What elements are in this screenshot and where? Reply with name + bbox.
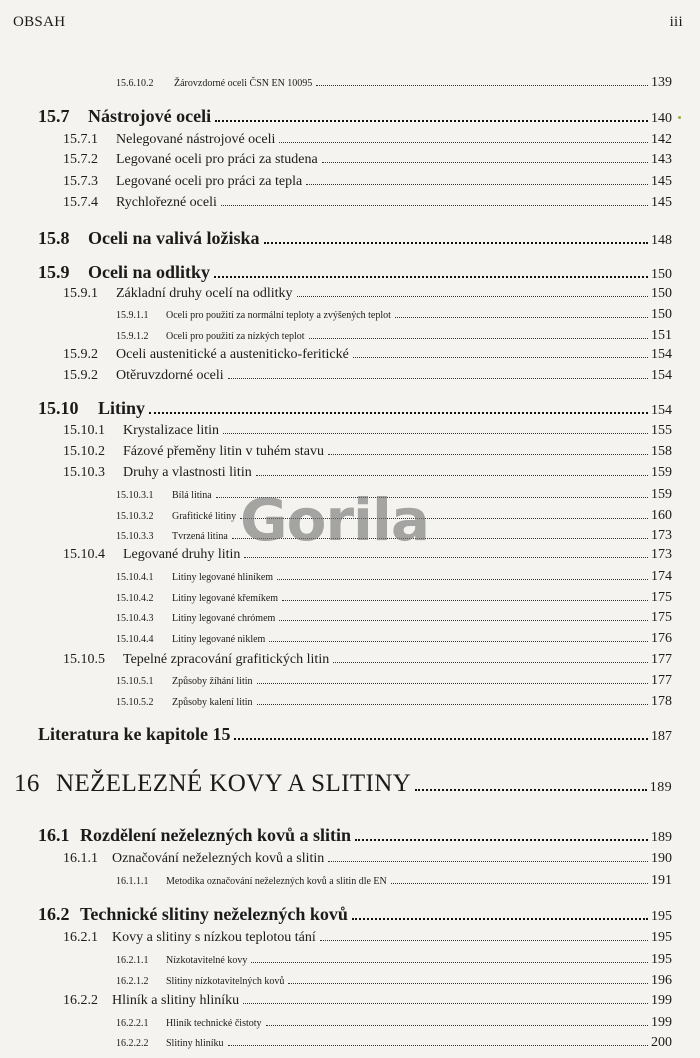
toc-entry-page: 148 [651, 233, 672, 248]
toc-entry-page: 189 [649, 780, 672, 795]
dot-leader [288, 980, 648, 985]
toc-entry-number: 15.10.3.1 [116, 490, 154, 501]
toc-entry[interactable] [63, 368, 672, 384]
toc-entry-title: Nelegované nástrojové oceli [116, 132, 276, 147]
toc-entry-page: 139 [651, 75, 672, 90]
toc-entry-page: 187 [651, 729, 672, 744]
toc-entry-title: Legované oceli pro práci za studena [116, 152, 318, 167]
toc-entry-page: 145 [651, 174, 672, 189]
toc-entry[interactable] [116, 569, 672, 585]
toc-entry-title: Grafitické litiny [172, 511, 237, 522]
toc-entry-number: 16.1.1.1 [116, 876, 149, 887]
toc-entry-title: Technické slitiny neželezných kovů [80, 904, 348, 924]
toc-entry-number: 16.1 [38, 825, 70, 845]
toc-entry-number: 15.7.2 [63, 152, 98, 167]
toc-entry-page: 191 [651, 873, 672, 888]
toc-entry-page: 175 [651, 590, 672, 605]
dot-leader [306, 179, 648, 185]
toc-entry-page: 155 [651, 423, 672, 438]
toc-entry-page: 178 [651, 694, 672, 709]
toc-entry[interactable] [116, 673, 672, 689]
dot-leader [395, 314, 648, 319]
toc-entry[interactable] [63, 465, 672, 481]
toc-entry[interactable] [116, 952, 672, 968]
toc-entry-literature[interactable] [38, 724, 672, 745]
toc-entry[interactable] [116, 590, 672, 606]
toc-entry-number: 15.6.10.2 [116, 78, 154, 89]
toc-entry[interactable] [63, 174, 672, 190]
toc-entry-page: 159 [651, 465, 672, 480]
toc-entry-title: Nízkotavitelné kovy [166, 955, 248, 966]
toc-entry-page: 154 [651, 368, 672, 383]
toc-entry-number: 15.10.4 [63, 547, 105, 562]
toc-entry-number: 16.2.2.2 [116, 1038, 149, 1049]
dot-leader [415, 780, 647, 791]
toc-entry-title: Litiny legované hliníkem [172, 572, 274, 583]
toc-entry-number: 15.10.3.3 [116, 531, 154, 542]
dot-leader [264, 236, 648, 244]
toc-entry-number: 16.2.1.2 [116, 976, 149, 987]
toc-entry-page: 199 [651, 993, 672, 1008]
toc-entry-title: Oceli na valivá ložiska [88, 228, 260, 248]
dot-leader [391, 880, 648, 885]
toc-entry-section[interactable] [38, 106, 672, 127]
toc-entry-page: 154 [651, 347, 672, 362]
toc-entry-title: Krystalizace litin [123, 423, 220, 438]
toc-entry-number: 16 [14, 770, 40, 797]
toc-entry-number: 15.10.3.2 [116, 511, 154, 522]
toc-entry-chapter[interactable] [14, 770, 672, 798]
toc-entry-section[interactable] [38, 904, 672, 925]
toc-entry-section[interactable] [38, 398, 672, 419]
dot-leader [244, 552, 648, 558]
dot-leader [328, 449, 648, 455]
toc-entry-title: Rozdělení neželezných kovů a slitin [80, 825, 351, 845]
toc-entry-page: 195 [651, 952, 672, 967]
toc-entry-title: Základní druhy ocelí na odlitky [116, 286, 293, 301]
toc-entry-title: Oceli austenitické a austeniticko-feritické [116, 347, 349, 362]
toc-entry-number: 15.10.2 [63, 444, 105, 459]
toc-entry-title: Tepelné zpracování grafitických litin [123, 652, 330, 667]
dot-leader [328, 856, 648, 862]
dot-leader [279, 137, 648, 143]
dot-leader [221, 200, 648, 206]
toc-entry-page: 200 [651, 1035, 672, 1050]
toc-entry-title: Slitiny hliníku [166, 1038, 224, 1049]
toc-entry-number: 15.10.4.4 [116, 634, 154, 645]
toc-entry-page: 140 [651, 111, 672, 126]
toc-entry[interactable] [116, 973, 672, 989]
dot-leader [320, 935, 648, 941]
toc-entry[interactable] [63, 547, 672, 563]
toc-entry[interactable] [116, 873, 672, 889]
dot-leader [269, 638, 648, 643]
toc-entry-number: 16.1.1 [63, 851, 98, 866]
toc-entry[interactable] [116, 328, 672, 344]
toc-entry-page: 189 [651, 830, 672, 845]
toc-entry[interactable] [116, 528, 672, 544]
toc-entry[interactable] [63, 993, 672, 1009]
dot-leader [322, 157, 648, 163]
toc-entry-page: 142 [651, 132, 672, 147]
toc-entry-page: 174 [651, 569, 672, 584]
toc-entry-number: 16.2 [38, 904, 70, 924]
toc-entry-title: Bílá litina [172, 490, 212, 501]
toc-entry-title: Oceli na odlitky [88, 262, 211, 282]
toc-entry-number: 16.2.1 [63, 930, 98, 945]
toc-entry-title: Metodika označování neželezných kovů a slitin dle EN [166, 876, 387, 887]
dot-leader [228, 373, 648, 379]
toc-entry-title: Hliník a slitiny hliníku [112, 993, 240, 1008]
toc-entry[interactable] [116, 487, 672, 503]
toc-entry-title: Legované druhy litin [123, 547, 241, 562]
dot-leader [228, 1042, 648, 1047]
toc-entry[interactable] [116, 1015, 672, 1031]
toc-entry-number: 15.8 [38, 228, 70, 248]
toc-entry-number: 16.2.2.1 [116, 1018, 149, 1029]
dot-leader [353, 352, 648, 358]
toc-entry-title: Litiny legované niklem [172, 634, 266, 645]
toc-entry[interactable] [116, 610, 672, 626]
dot-leader [352, 912, 648, 920]
toc-entry[interactable] [116, 75, 672, 91]
dot-leader [251, 959, 648, 964]
dot-leader [279, 617, 648, 622]
toc-entry-number: 15.10.5.1 [116, 676, 154, 687]
toc-entry[interactable] [116, 508, 672, 524]
toc-entry-number: 15.7.3 [63, 174, 98, 189]
dot-leader [256, 470, 648, 476]
toc-entry-number: 15.9.1 [63, 286, 98, 301]
toc-entry-title: Kovy a slitiny s nízkou teplotou tání [112, 930, 316, 945]
dot-leader [333, 657, 648, 663]
toc-entry-title: Tvrzená litina [172, 531, 228, 542]
toc-entry-number: 16.2.2 [63, 993, 98, 1008]
toc-entry-title: Legované oceli pro práci za tepla [116, 174, 303, 189]
header-page-number: iii [669, 14, 683, 30]
toc-entry-number: 15.10.5.2 [116, 697, 154, 708]
toc-entry-page: 159 [651, 487, 672, 502]
toc-entry[interactable] [63, 930, 672, 946]
toc-entry-page: 150 [651, 286, 672, 301]
header-title: OBSAH [13, 14, 66, 30]
toc-entry-page: 196 [651, 973, 672, 988]
dot-leader [266, 1022, 648, 1027]
toc-entry-page: 145 [651, 195, 672, 210]
dot-leader [355, 833, 648, 841]
dot-leader [240, 515, 648, 520]
toc-entry[interactable] [63, 652, 672, 668]
toc-entry-page: 143 [651, 152, 672, 167]
dot-leader [257, 701, 648, 706]
toc-entry-title: Žárovzdorné oceli ČSN EN 10095 [174, 78, 313, 89]
toc-entry-number: 15.10.4.3 [116, 613, 154, 624]
toc-entry-number: 15.7 [38, 106, 70, 126]
dot-leader [282, 597, 648, 602]
toc-entry-section[interactable] [38, 262, 672, 283]
toc-entry-page: 176 [651, 631, 672, 646]
toc-entry-number: 15.9 [38, 262, 70, 282]
toc-entry-title: Oceli pro použití za normální teploty a zvýšených teplot [166, 310, 391, 321]
dot-leader [214, 270, 648, 278]
toc-entry-title: Druhy a vlastnosti litin [123, 465, 252, 480]
toc-entry-number: 15.7.4 [63, 195, 98, 210]
toc-entry-page: 151 [651, 328, 672, 343]
toc-entry[interactable] [63, 423, 672, 439]
toc-entry-page: 154 [651, 403, 672, 418]
toc-entry-page: 150 [651, 267, 672, 282]
toc-entry-page: 190 [651, 851, 672, 866]
toc-entry[interactable] [116, 307, 672, 323]
toc-entry[interactable] [63, 195, 672, 211]
toc-entry-number: 15.7.1 [63, 132, 98, 147]
toc-entry-number: 15.10.3 [63, 465, 105, 480]
toc-entry-page: 175 [651, 610, 672, 625]
toc-entry-number: 15.9.1.2 [116, 331, 149, 342]
dot-leader [277, 576, 648, 581]
toc-entry-number: 15.10.5 [63, 652, 105, 667]
toc-entry-title: Označování neželezných kovů a slitin [112, 851, 325, 866]
dot-leader [257, 680, 648, 685]
toc-entry-number: 15.9.2 [63, 347, 98, 362]
toc-entry-number: 15.10 [38, 398, 79, 418]
toc-entry-number: 15.10.4.1 [116, 572, 154, 583]
toc-entry[interactable] [63, 347, 672, 363]
dot-leader [216, 494, 648, 499]
toc-entry-page: 173 [651, 528, 672, 543]
toc-entry-title: Způsoby kalení litin [172, 697, 253, 708]
toc-entry-page: 177 [651, 652, 672, 667]
toc-entry[interactable] [63, 132, 672, 148]
toc-entry[interactable] [116, 631, 672, 647]
toc-entry[interactable] [63, 444, 672, 460]
toc-entry[interactable] [116, 694, 672, 710]
toc-entry-page: 177 [651, 673, 672, 688]
dot-leader [215, 114, 648, 122]
watermark-logo: Gorila [240, 486, 429, 554]
toc-entry-section[interactable] [38, 228, 672, 249]
toc-entry-title: Litiny legované chrómem [172, 613, 276, 624]
dot-leader [297, 291, 648, 297]
toc-entry-number: 15.10.1 [63, 423, 105, 438]
toc-entry-page: 150 [651, 307, 672, 322]
toc-entry-title: Literatura ke kapitole 15 [38, 724, 231, 744]
toc-entry-section[interactable] [38, 825, 672, 846]
toc-entry-title: Fázové přeměny litin v tuhém stavu [123, 444, 325, 459]
toc-entry-title: Nástrojové oceli [88, 106, 212, 126]
toc-entry-title: Otěruvzdorné oceli [116, 368, 224, 383]
toc-entry-title: NEŽELEZNÉ KOVY A SLITINY [56, 770, 412, 797]
toc-entry[interactable] [63, 851, 672, 867]
toc-entry-title: Litiny legované křemíkem [172, 593, 279, 604]
dot-leader [234, 732, 648, 740]
dot-leader [232, 535, 648, 540]
toc-entry-page: 199 [651, 1015, 672, 1030]
toc-entry-title: Litiny [98, 398, 146, 418]
dot-leader [316, 82, 648, 87]
toc-entry-number: 15.9.2 [63, 368, 98, 383]
toc-entry-page: 158 [651, 444, 672, 459]
dot-leader [223, 428, 648, 434]
toc-entry-page: 195 [651, 930, 672, 945]
toc-entry-page: 160 [651, 508, 672, 523]
toc-entry-title: Způsoby žíhání litin [172, 676, 253, 687]
toc-entry-page: 173 [651, 547, 672, 562]
toc-entry-title: Oceli pro použití za nízkých teplot [166, 331, 305, 342]
toc-entry-title: Slitiny nízkotavitelných kovů [166, 976, 285, 987]
toc-entry[interactable] [116, 1035, 672, 1051]
toc-entry-page: 195 [651, 909, 672, 924]
toc-entry[interactable] [63, 286, 672, 302]
toc-entry[interactable] [63, 152, 672, 168]
toc-entry-number: 16.2.1.1 [116, 955, 149, 966]
toc-entry-title: Hliník technické čistoty [166, 1018, 262, 1029]
dot-leader [243, 998, 648, 1004]
toc-entry-number: 15.9.1.1 [116, 310, 149, 321]
dot-leader [309, 335, 648, 340]
dot-leader [149, 406, 648, 414]
toc-entry-number: 15.10.4.2 [116, 593, 154, 604]
toc-entry-title: Rychlořezné oceli [116, 195, 217, 210]
